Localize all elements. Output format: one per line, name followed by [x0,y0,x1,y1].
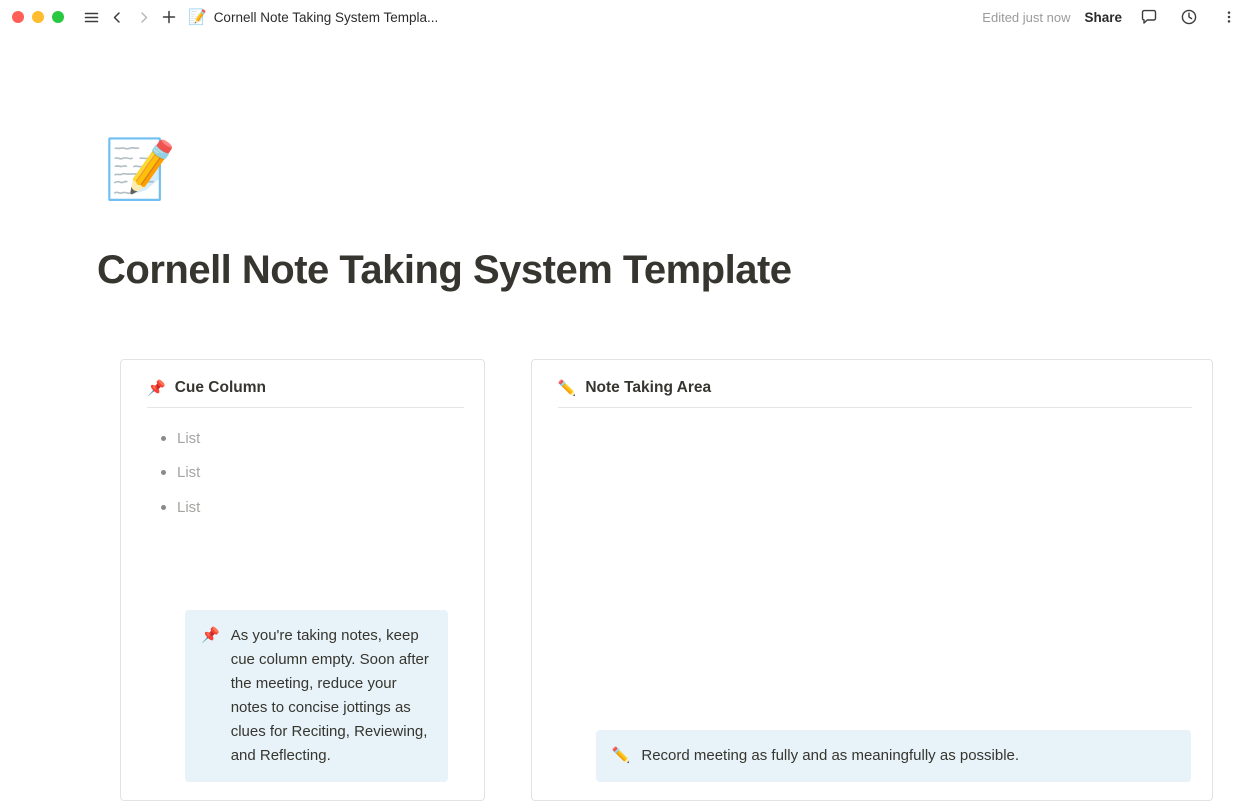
note-taking-area-card [531,359,1213,801]
plus-icon[interactable] [156,4,182,30]
pencil-icon: ✏️ [611,747,631,764]
minimize-window-button[interactable] [32,11,44,23]
cue-column-callout-text: As you're taking notes, keep cue column empty. Soon after the meeting, reduce your notes to concise jottings as clues for Reciting, Reviewing, and Reflecting. [230,627,429,764]
note-taking-area-heading[interactable]: Note Taking Area [585,379,712,396]
note-taking-area-body[interactable] [552,422,1192,730]
window-controls[interactable] [12,11,64,23]
pushpin-icon: 📌 [147,380,166,397]
hamburger-menu-icon[interactable] [78,4,104,30]
note-taking-area-callout[interactable] [596,730,1191,782]
cue-column-header [141,376,464,407]
document-title-label: Cornell Note Taking System Templa... [213,9,439,25]
clock-history-icon[interactable] [1176,4,1202,30]
cue-column-heading[interactable]: Cue Column [174,379,266,396]
chevron-left-icon[interactable] [104,4,130,30]
cue-column-callout[interactable] [185,610,448,782]
page-title[interactable]: Cornell Note Taking System Template [97,248,792,292]
cue-column-spacer [141,525,464,610]
close-window-button[interactable] [12,11,24,23]
note-taking-area-callout-text: Record meeting as fully and as meaningfully as possible. [641,747,1020,764]
window-titlebar [0,0,1254,34]
list-item[interactable]: List [177,422,464,456]
note-taking-area-header [552,376,1192,407]
more-options-icon[interactable] [1216,4,1242,30]
cue-column-list [141,422,464,525]
pencil-icon: ✏️ [557,380,577,397]
list-item[interactable]: List [177,456,464,490]
comment-icon[interactable] [1136,4,1162,30]
document-emoji-icon: 📝 [188,8,207,26]
maximize-window-button[interactable] [52,11,64,23]
pushpin-icon: 📌 [201,627,220,644]
titlebar-right-group [982,4,1242,30]
document-tab[interactable] [188,10,438,25]
note-taking-area-divider [558,407,1192,408]
cue-column-card [120,359,485,801]
chevron-right-icon[interactable] [130,4,156,30]
page-emoji-icon[interactable]: 📝 [104,137,177,202]
edited-status-label: Edited just now [982,9,1071,25]
share-button[interactable]: Share [1084,9,1122,25]
cornell-columns [0,359,1254,801]
cue-column-divider [147,407,464,408]
list-item[interactable]: List [177,491,464,525]
